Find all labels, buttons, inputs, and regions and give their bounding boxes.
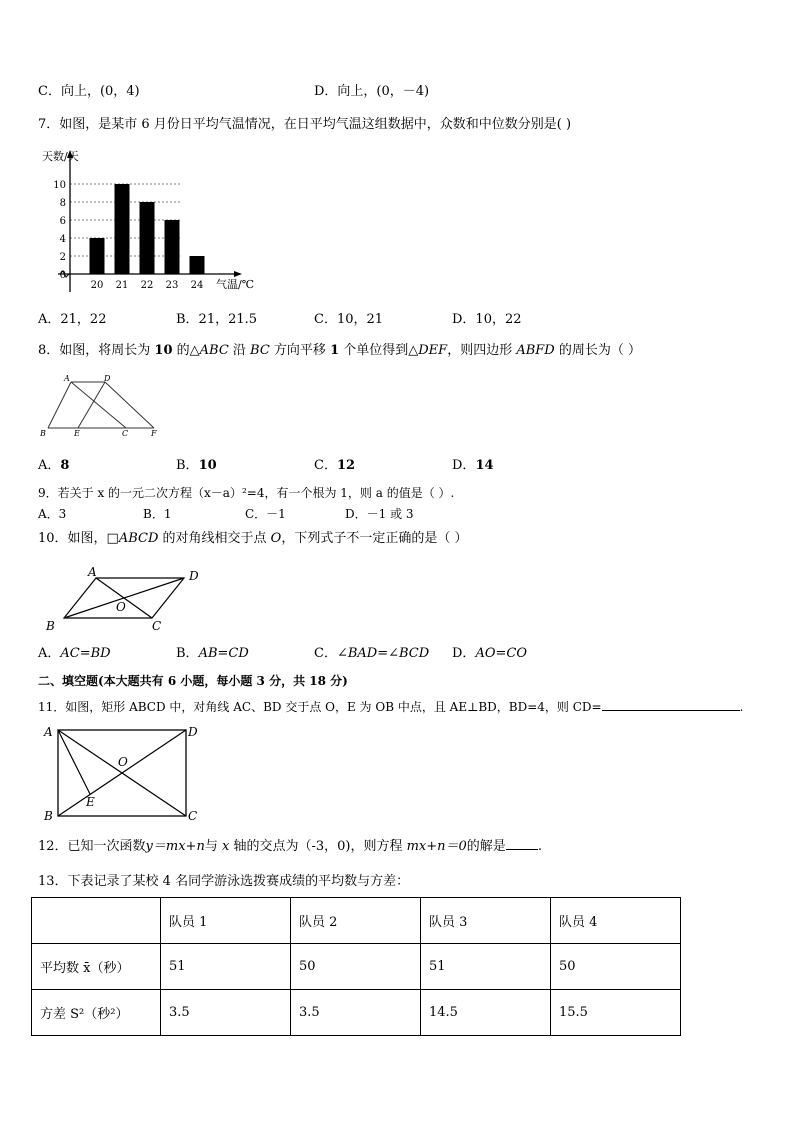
table-cell: 50 [551,944,681,990]
table-cell: 50 [291,944,421,990]
q9-option-b: B．1 [143,507,172,521]
bar [90,238,105,274]
header-cell: 队员 4 [551,898,681,944]
table-cell: 14.5 [421,990,551,1036]
q8-stem: 8．如图，将周长为 10 的△ABC 沿 BC 方向平移 1 个单位得到△DEF，则四边形 ABFD 的周长为（ ） [38,343,641,358]
q10-stem: 10．如图，□ABCD 的对角线相交于点 O，下列式子不一定正确的是（ ） [38,531,468,546]
y-tick-label: 4 [59,234,66,245]
q13-score-table [31,897,681,1036]
q7-option-a: A．21，22 [38,312,107,327]
x-axis-arrow [234,271,242,277]
label-d: D [189,569,199,583]
y-tick-label: 8 [59,198,66,209]
label-f: F [151,429,157,438]
header-cell: 队员 1 [161,898,291,944]
x-tick-label: 21 [115,280,129,291]
q8-option-c: C．12 [314,458,356,473]
q7-option-b: B．21，21.5 [176,312,258,327]
y-axis-label: 天数/天 [42,150,79,163]
label-c: C [122,429,129,438]
q7-bar-chart [38,142,278,292]
header-cell: 队员 3 [421,898,551,944]
bar [165,220,180,274]
q8-option-b: B．10 [176,458,217,473]
seg-ac [71,382,126,428]
q10-option-a: A．AC=BD [38,646,111,661]
seg-de [78,382,105,428]
row-label: 方差 S²（秒²） [32,990,161,1036]
label-o: O [118,755,128,769]
q8-option-d: D．14 [452,458,494,473]
table-cell: 15.5 [551,990,681,1036]
q6-option-d: D．向上，(0，－4) [314,84,430,99]
label-b: B [40,429,46,438]
label-c: C [188,809,198,823]
x-tick-label: 24 [190,280,204,291]
q10-option-c: C．∠BAD=∠BCD [314,646,430,661]
q10-parallelogram-figure [44,564,214,636]
q10-option-b: B．AB=CD [176,646,249,661]
label-e: E [86,795,95,809]
q9-option-d: D．－1 或 3 [345,507,414,521]
bar [140,202,155,274]
y-tick-label: 0 [59,270,66,281]
table-cell: 51 [161,944,291,990]
label-e: E [74,429,80,438]
q7-option-d: D．10，22 [452,312,522,327]
q11-rectangle-figure [40,722,210,822]
label-a: A [64,374,70,383]
table-cell: 3.5 [161,990,291,1036]
q11-answer-blank[interactable] [602,698,740,711]
y-tick-label: 2 [59,252,66,263]
q6-option-c: C．向上，(0，4) [38,84,140,99]
x-tick-label: 23 [165,280,179,291]
y-tick-label: 6 [59,216,66,227]
segment-ae [58,730,90,794]
q12-stem: 12．已知一次函数y＝mx+n与 x 轴的交点为（-3，0)，则方程 mx+n＝0的解是 . [38,839,542,854]
x-axis-label: 气温/℃ [216,278,255,291]
label-o: O [116,600,126,614]
table-header-row [32,898,681,944]
q8-option-a: A．8 [38,458,70,473]
seg-df [105,382,154,428]
q10-option-d: D．AO=CO [452,646,527,661]
q7-option-c: C．10，21 [314,312,384,327]
table-row [32,990,681,1036]
q11-stem: 11．如图，矩形 ABCD 中，对角线 AC、BD 交于点 O，E 为 OB 中点，且 AE⊥BD，BD=4，则 CD= . [38,700,744,714]
section-2-title: 二、填空题(本大题共有 6 小题，每小题 3 分，共 18 分) [38,674,348,688]
y-tick-label: 10 [53,180,66,191]
label-d: D [104,374,111,383]
label-b: B [46,619,55,633]
q13-stem: 13．下表记录了某校 4 名同学游泳选拨赛成绩的平均数与方差： [38,874,410,889]
q9-option-a: A．3 [38,507,67,521]
chart-bars [90,184,205,274]
seg-ab [48,382,71,428]
label-a: A [44,725,53,739]
bar [190,256,205,274]
x-tick-label: 22 [140,280,154,291]
header-cell [32,898,161,944]
label-a: A [88,565,97,579]
q12-answer-blank[interactable] [506,837,538,850]
q8-translation-figure [38,372,168,442]
table-cell: 3.5 [291,990,421,1036]
label-c: C [152,619,162,633]
header-cell: 队员 2 [291,898,421,944]
label-d: D [188,725,198,739]
q7-stem: 7．如图，是某市 6 月份日平均气温情况，在日平均气温这组数据中，众数和中位数分别是( ) [38,117,572,132]
q9-option-c: C．－1 [245,507,286,521]
bar [115,184,130,274]
table-cell: 51 [421,944,551,990]
q9-stem: 9．若关于 x 的一元二次方程（x－a）²=4，有一个根为 1，则 a 的值是（ ）. [38,486,455,500]
label-b: B [44,809,53,823]
table-row [32,944,681,990]
x-tick-label: 20 [90,280,104,291]
row-label: 平均数 x̄（秒） [32,944,161,990]
